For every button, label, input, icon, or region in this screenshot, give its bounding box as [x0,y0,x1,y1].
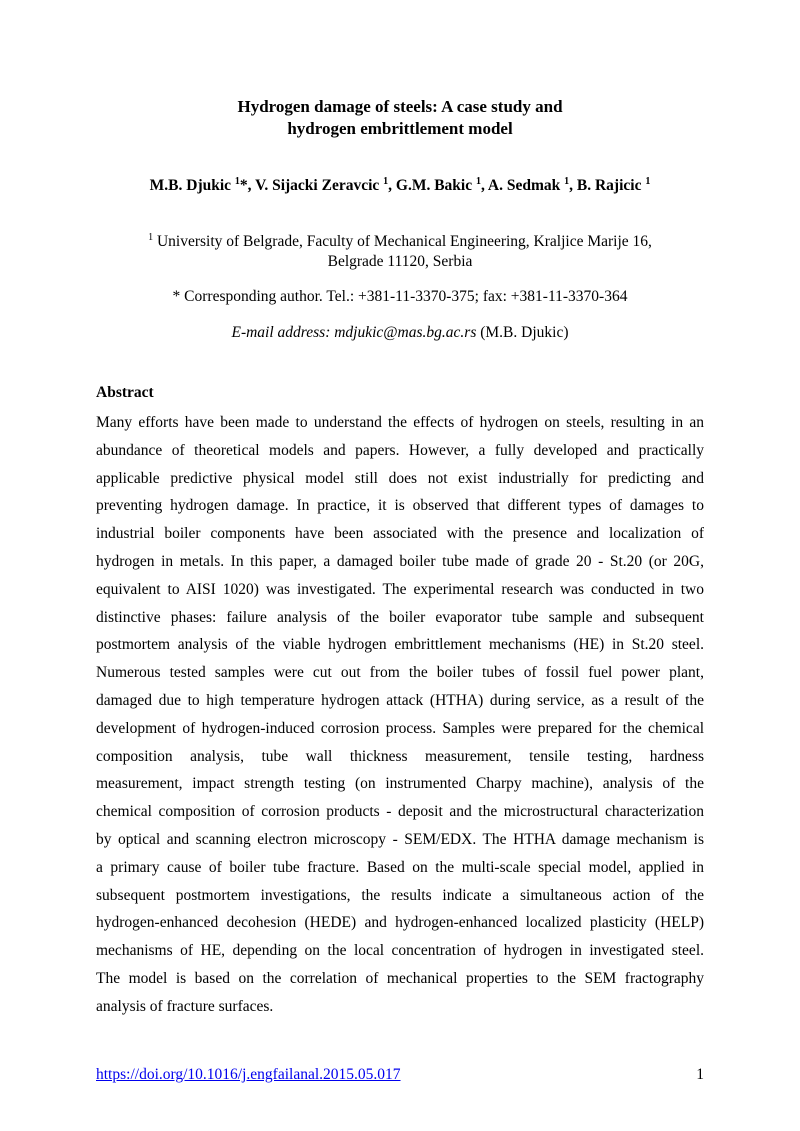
author-affiliation-mark: 1 [383,176,389,187]
affiliation-text: University of Belgrade, Faculty of Mechanical Engineering, Kraljice Marije 16, [153,233,652,250]
author-separator: , [388,177,396,194]
abstract-heading: Abstract [96,384,154,401]
abstract-line: mechanisms of HE, depending on the local concentration of hydrogen in investigated steel. [96,942,704,960]
abstract-line: abundance of theoretical models and papers. However, a fully developed and practically [96,441,704,459]
abstract-line: analysis of fracture surfaces. [96,997,274,1015]
affiliation [0,232,800,272]
abstract-line: by optical and scanning electron microscopy - SEM/EDX. The HTHA damage mechanism is [96,830,704,848]
abstract-line: industrial boiler components have been associated with the presence and localization of [96,525,704,543]
abstract-body [96,409,704,1021]
author-1 [150,177,255,194]
author-name: A. Sedmak [487,177,561,194]
author-5 [577,177,650,194]
abstract-line: Numerous tested samples were cut out from the boiler tubes of fossil fuel power plant, [96,664,704,682]
abstract-line: chemical composition of corrosion products - deposit and the microstructural characterization [96,803,704,821]
author-separator: *, [239,177,256,194]
abstract-line: composition analysis, tube wall thickness measurement, tensile testing, hardness [96,747,704,765]
author-separator: , [481,177,488,194]
paper-title [0,96,800,140]
author-affiliation-mark: 1 [645,176,651,187]
affiliation-line-1 [0,232,800,252]
email-line [0,323,800,343]
author-name: B. Rajicic [576,177,642,194]
email-owner: (M.B. Djukic) [476,324,569,341]
title-line-2: hydrogen embrittlement model [287,119,513,138]
author-4 [488,177,577,194]
abstract-line: a primary cause of boiler tube fracture. Based on the multi-scale special model, applied in [96,858,704,876]
abstract-line: measurement, impact strength testing (on instrumented Charpy machine), analysis of the [96,775,704,793]
abstract-line: postmortem analysis of the viable hydrogen embrittlement mechanisms (HE) in St.20 steel. [96,636,704,654]
author-name: V. Sijacki Zeravcic [255,177,380,194]
email-address: E-mail address: mdjukic@mas.bg.ac.rs [231,324,477,341]
page-number: 1 [696,1066,704,1083]
affiliation-mark: 1 [148,232,154,243]
abstract-line: Many efforts have been made to understand the effects of hydrogen on steels, resulting in an [96,414,704,431]
author-list [0,176,800,196]
abstract-line: development of hydrogen-induced corrosion process. Samples were prepared for the chemical [96,719,704,737]
title-line-1: Hydrogen damage of steels: A case study and [237,97,563,116]
author-affiliation-mark: 1 [476,176,481,187]
abstract-line: hydrogen in metals. In this paper, a damaged boiler tube made of grade 20 - St.20 (or 20G, [96,552,704,570]
abstract-line: The model is based on the correlation of mechanical properties to the SEM fractography [96,969,704,987]
author-2 [255,177,396,194]
author-name: G.M. Bakic [395,177,473,194]
author-affiliation-mark: 1 [564,176,570,187]
abstract-line: subsequent postmortem investigations, the results indicate a simultaneous action of the [96,886,704,904]
abstract-line: applicable predictive physical model still does not exist industrially for predicting and [96,469,704,487]
abstract-line: damaged due to high temperature hydrogen attack (HTHA) during service, as a result of the [96,691,704,709]
abstract-line: equivalent to AISI 1020) was investigated. The experimental research was conducted in two [96,580,704,598]
author-name: M.B. Djukic [149,177,232,194]
abstract-line: preventing hydrogen damage. In practice, it is observed that different types of damages to [96,497,704,515]
abstract-line: distinctive phases: failure analysis of the boiler evaporator tube sample and subsequent [96,608,704,626]
author-affiliation-mark: 1 [234,176,240,187]
abstract-line: hydrogen-enhanced decohesion (HEDE) and hydrogen-enhanced localized plasticity (HELP) [96,914,704,932]
author-separator: , [569,177,577,194]
author-3 [396,177,488,194]
corresponding-author-info: * Corresponding author. Tel.: +381-11-3370-375; fax: +381-11-3370-364 [172,288,628,305]
affiliation-line-2: Belgrade 11120, Serbia [327,253,473,270]
doi-link[interactable]: https://doi.org/10.1016/j.engfailanal.2015.05.017 [96,1066,401,1083]
